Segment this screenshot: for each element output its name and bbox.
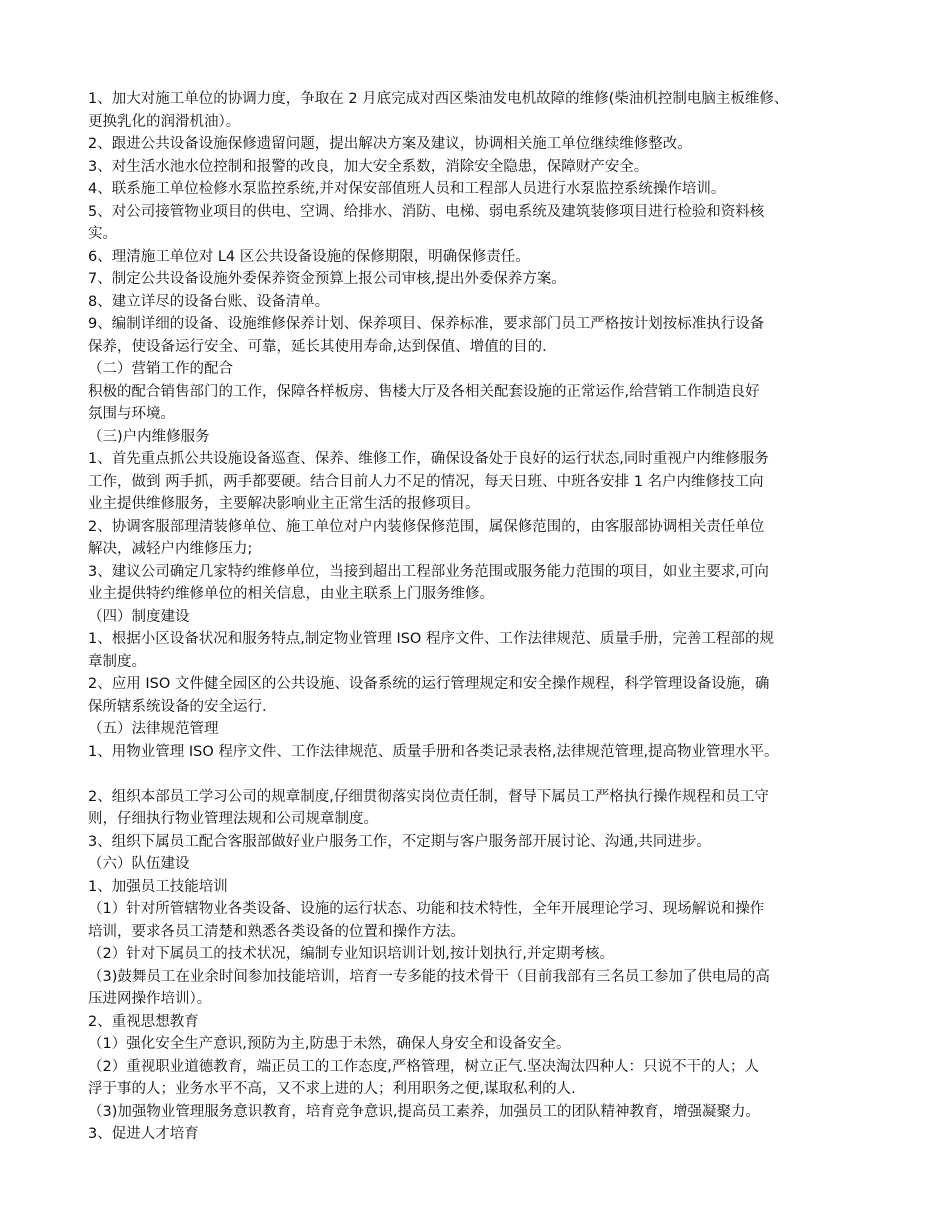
text-line: 3、组织下属员工配合客服部做好业户服务工作，不定期与客户服务部开展讨论、沟通,共同进步。 <box>88 833 711 850</box>
text-line: 3、建议公司确定几家特约维修单位，当接到超出工程部业务范围或服务能力范围的项目，如业主要求,可向 <box>88 563 769 580</box>
text-line: 业主提供特约维修单位的相关信息，由业主联系上门服务维修。 <box>88 586 494 602</box>
text-line: 8、建立详尽的设备台账、设备清单。 <box>88 293 330 310</box>
text-line: 氛围与环境。 <box>88 406 175 422</box>
text-line: 2、重视思想教育 <box>88 1013 199 1030</box>
text-line: （2）针对下属员工的技术状况，编制专业知识培训计划,按计划执行,并定期考核。 <box>88 946 614 962</box>
text-line: （四）制度建设 <box>88 608 190 625</box>
text-line: （二）营销工作的配合 <box>88 361 233 377</box>
text-line: 工作，做到 两手抓，两手都要硬。结合目前人力不足的情况，每天日班、中班各安排 1 名户内维修技工向 <box>88 473 764 490</box>
text-line: 则，仔细执行物业管理法规和公司规章制度。 <box>88 811 378 827</box>
text-line: 培训，要求各员工清楚和熟悉各类设备的位置和操作方法。 <box>88 923 465 940</box>
text-line: （2）重视职业道德教育，端正员工的工作态度,严格管理，树立正气.坚决淘汰四种人：只说不干的人；人 <box>88 1058 759 1075</box>
text-line: 7、制定公共设备设施外委保养资金预算上报公司审核,提出外委保养方案。 <box>88 271 566 287</box>
text-line: （六）队伍建设 <box>88 856 190 872</box>
text-line: 浮于事的人；业务水平不高，又不求上进的人；利用职务之便,谋取私利的人. <box>88 1081 576 1097</box>
text-line: 1、用物业管理 ISO 程序文件、工作法律规范、质量手册和各类记录表格,法律规范管理,提高物业管理水平。 <box>88 743 779 760</box>
text-line: 解决，减轻户内维修压力; <box>88 541 253 557</box>
text-line: 3、对生活水池水位控制和报警的改良，加大安全系数，消除安全隐患，保障财产安全。 <box>88 158 649 175</box>
text-line: 压进网操作培训）。 <box>88 991 212 1007</box>
text-line: 3、促进人才培育 <box>88 1126 199 1142</box>
text-line: 更换乳化的润滑机油）。 <box>88 113 241 130</box>
text-line: 4、联系施工单位检修水泵监控系统,并对保安部值班人员和工程部人员进行水泵监控系统操作培训。 <box>88 181 726 197</box>
text-line: 9、编制详细的设备、设施维修保养计划、保养项目、保养标准，要求部门员工严格按计划按标准执行设备 <box>88 316 765 332</box>
text-line: （五）法律规范管理 <box>88 721 219 737</box>
text-line: （三)户内维修服务 <box>88 428 210 445</box>
document-body <box>88 88 868 1146</box>
text-line: 保所辖系统设备的安全运行. <box>88 698 267 715</box>
text-line: 2、跟进公共设备设施保修遗留问题，提出解决方案及建议，协调相关施工单位继续维修整改。 <box>88 136 692 152</box>
text-line: 1、根据小区设备状况和服务特点,制定物业管理 ISO 程序文件、工作法律规范、质量手册，完善工程部的规 <box>88 631 774 647</box>
text-line: 实。 <box>88 226 117 242</box>
text-line: 保养，使设备运行安全、可靠，延长其使用寿命,达到保值、增值的目的. <box>88 338 547 355</box>
text-line: 6、理清施工单位对 L4 区公共设备设施的保修期限，明确保修责任。 <box>88 248 530 265</box>
text-line: （1）强化安全生产意识,预防为主,防患于未然，确保人身安全和设备安全。 <box>88 1036 571 1052</box>
text-line: 2、组织本部员工学习公司的规章制度,仔细贯彻落实岗位责任制，督导下属员工严格执行操作规程和员工守 <box>88 788 769 805</box>
blank-line <box>88 763 868 786</box>
text-line: （3)鼓舞员工在业余时间参加技能培训，培育一专多能的技术骨干（目前我部有三名员工参加了供电局的高 <box>88 968 770 985</box>
text-line: 5、对公司接管物业项目的供电、空调、给排水、消防、电梯、弱电系统及建筑装修项目进行检验和资料核 <box>88 203 765 220</box>
text-line: （1）针对所管辖物业各类设备、设施的运行状态、功能和技术特性，全年开展理论学习、现场解说和操作 <box>88 901 765 917</box>
text-line: 1、加大对施工单位的协调力度，争取在 2 月底完成对西区柴油发电机故障的维修(柴油机控制电脑主板维修、 <box>88 91 789 107</box>
text-line: 1、首先重点抓公共设施设备巡查、保养、维修工作，确保设备处于良好的运行状态,同时重视户内维修服务 <box>88 451 769 467</box>
text-line: 业主提供维修服务，主要解决影响业主正常生活的报修项目。 <box>88 496 480 512</box>
text-line: （3)加强物业管理服务意识教育，培育竞争意识,提高员工素养，加强员工的团队精神教育，增强凝聚力。 <box>88 1103 760 1120</box>
text-line: 积极的配合销售部门的工作，保障各样板房、售楼大厅及各相关配套设施的正常运作,给营销工作制造良好 <box>88 383 760 400</box>
text-line: 2、协调客服部理清装修单位、施工单位对户内装修保修范围，属保修范围的，由客服部协调相关责任单位 <box>88 518 765 535</box>
text-line: 2、应用 ISO 文件健全园区的公共设施、设备系统的运行管理规定和安全操作规程，科学管理设备设施，确 <box>88 676 770 692</box>
text-line: 章制度。 <box>88 653 146 670</box>
text-line: 1、加强员工技能培训 <box>88 878 228 895</box>
